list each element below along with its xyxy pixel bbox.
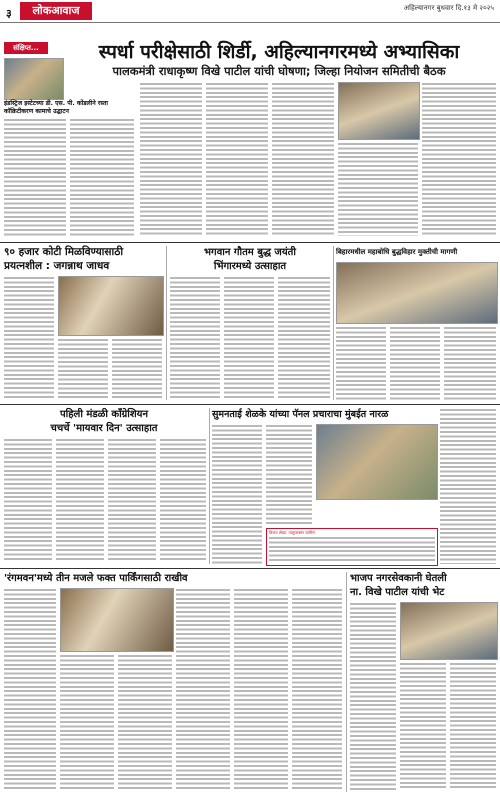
story5-photo — [316, 424, 438, 500]
story7-headline-line1: भाजप नगरसेवकानी घेतली — [350, 573, 447, 584]
column-divider — [346, 572, 347, 792]
left-brief-photo — [4, 58, 64, 100]
story6-column-6 — [292, 588, 342, 790]
story2-column-1 — [170, 276, 220, 400]
story5-headline: सुमनताई शेळके यांच्या पॅनल प्रचाराचा मुंबईत नारळ — [212, 409, 389, 420]
story3-headline: बिहारमधील महाबोधि बुद्धविहार मुक्तीची मागणी — [336, 248, 458, 256]
story5-highlight-body — [269, 536, 435, 562]
section-tag: संक्षिप्त... — [4, 42, 48, 54]
column-divider — [333, 246, 334, 400]
story1-column-1 — [4, 276, 54, 400]
story1-headline-line1: ९० हजार कोटी मिळविण्यासाठी — [4, 246, 124, 258]
column-divider — [166, 246, 167, 400]
story3-column-1 — [336, 326, 386, 400]
story4-column-3 — [108, 438, 156, 562]
section-divider — [0, 242, 500, 243]
story6-headline: 'रंगमवन'मध्ये तीन मजले फक्त पार्किंगसाठी राखीव — [4, 573, 188, 584]
story2-headline-line1: भगवान गौतम बुद्ध जयंती — [204, 247, 296, 258]
story1-headline-line2: प्रयत्नशील : जगन्नाथ जाधव — [4, 260, 110, 272]
story4-column-2 — [56, 438, 104, 562]
top-story-column-4 — [338, 142, 418, 236]
story4-headline-line1: पहिली मंडळी काँग्रेशियन — [59, 409, 149, 420]
top-story-column-5 — [422, 82, 496, 236]
story2-column-3 — [278, 276, 330, 400]
top-story-column-1 — [140, 82, 202, 236]
top-story-column-2 — [206, 82, 268, 236]
masthead-divider — [0, 22, 500, 23]
story6-column-1 — [4, 588, 56, 790]
date-line: अहिल्यानगर बुधवार दि.१३ मे २०२५ — [403, 4, 494, 12]
story5-highlight-text: विजय लेखा: तालुकास्तर ग्रामीण — [269, 530, 315, 535]
story1-column-2 — [58, 338, 108, 400]
story3-photo — [336, 262, 498, 324]
left-brief-column-1 — [4, 118, 66, 236]
top-story-subheadline: पालकमंत्री राधाकृष्ण विखे पाटील यांची घोषणा; जिल्हा नियोजन समितीची बैठक — [112, 64, 446, 78]
top-story-headline: स्पर्धा परीक्षेसाठी शिर्डी, अहिल्यानगरमध्ये अभ्यासिका — [98, 41, 460, 63]
story7-photo — [400, 602, 498, 660]
page-number: ३ — [6, 7, 12, 20]
left-brief-column-2 — [70, 118, 134, 236]
story5-highlight-box — [266, 528, 438, 566]
story2-headline-line2: भिंगारमध्ये उत्साहात — [213, 261, 287, 272]
story6-column-2 — [60, 654, 114, 790]
story7-column-3 — [450, 662, 496, 790]
story3-column-3 — [444, 326, 496, 400]
section-divider — [0, 404, 500, 405]
section-divider — [0, 568, 500, 569]
newspaper-logo: लोकआवाज — [20, 2, 92, 20]
story3-column-2 — [390, 326, 440, 400]
story4-column-1 — [4, 438, 52, 562]
column-divider — [209, 408, 210, 564]
story7-headline-line2: ना. विखे पाटील यांची भेट — [350, 587, 445, 598]
story6-photo — [60, 588, 174, 652]
story5-column-3 — [440, 408, 496, 564]
story4-headline-line2: चचर्चे 'मायवार दिन' उत्साहात — [50, 423, 158, 434]
story6-column-3 — [118, 654, 172, 790]
story5-column-2 — [266, 424, 312, 524]
story4-column-4 — [160, 438, 206, 562]
masthead — [0, 0, 500, 40]
story7-column-2 — [400, 662, 446, 790]
story1-photo — [58, 276, 164, 336]
story2-column-2 — [224, 276, 274, 400]
story1-column-3 — [112, 338, 162, 400]
story6-column-5 — [234, 588, 288, 790]
top-story-column-3 — [272, 82, 334, 236]
story7-column-1 — [350, 602, 396, 790]
story6-column-4 — [176, 588, 230, 790]
top-story-photo — [338, 82, 420, 140]
story5-column-1 — [212, 424, 262, 564]
left-brief-headline: इंडस्ट्रिज इस्टेटच्या डी. एस. पी. कोंडलीने रस्ता कॉक्रिटीकरण कामाचे उद्घाटन — [4, 100, 108, 115]
